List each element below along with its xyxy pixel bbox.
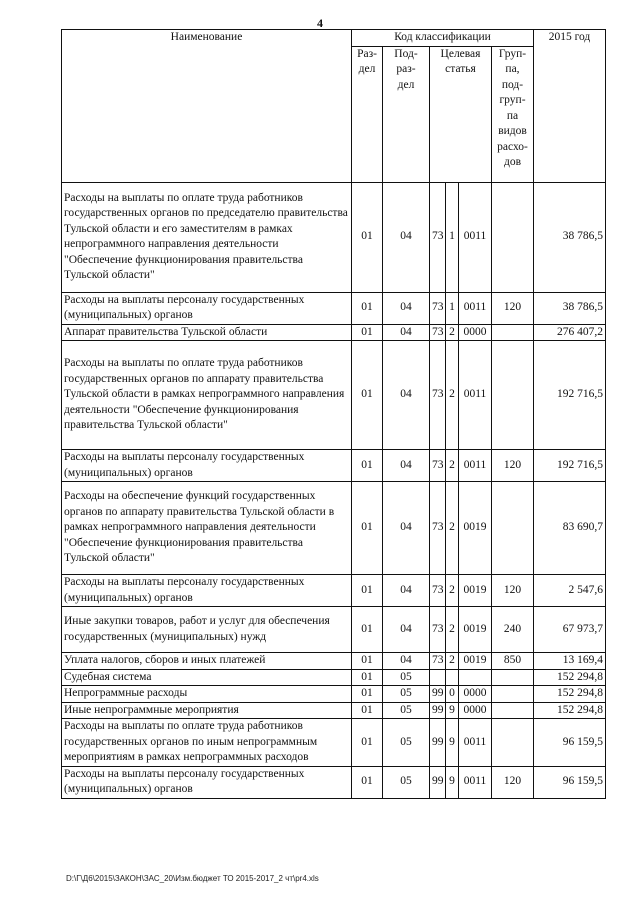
table-row — [62, 324, 606, 341]
table-row — [62, 669, 606, 686]
row-target-subprogram: 1 — [446, 182, 459, 292]
row-razdel: 01 — [352, 686, 383, 703]
row-target-subprogram: 9 — [446, 766, 459, 798]
row-target-subprogram: 9 — [446, 719, 459, 767]
row-target-subprogram: 0 — [446, 686, 459, 703]
row-podrazdel: 04 — [383, 324, 430, 341]
row-expense-type — [492, 324, 534, 341]
row-target-subprogram: 2 — [446, 450, 459, 482]
header-razdel: Раз- дел — [352, 46, 383, 182]
table-row — [62, 182, 606, 292]
row-expense-type — [492, 686, 534, 703]
header-name: Наименование — [62, 30, 352, 183]
row-razdel: 01 — [352, 341, 383, 450]
table-row — [62, 450, 606, 482]
row-target-direction: 0019 — [459, 575, 492, 607]
row-podrazdel: 04 — [383, 450, 430, 482]
row-target-direction — [459, 669, 492, 686]
row-expense-type — [492, 482, 534, 575]
row-podrazdel: 04 — [383, 182, 430, 292]
row-target-direction: 0011 — [459, 292, 492, 324]
row-podrazdel: 04 — [383, 653, 430, 670]
row-podrazdel: 04 — [383, 607, 430, 653]
table-row — [62, 653, 606, 670]
row-amount: 276 407,2 — [534, 324, 606, 341]
row-razdel: 01 — [352, 669, 383, 686]
row-amount: 2 547,6 — [534, 575, 606, 607]
row-name: Судебная система — [62, 669, 352, 686]
row-razdel: 01 — [352, 702, 383, 719]
row-name: Расходы на выплаты по оплате труда работников государственных органов по аппарату правительства Тульской области в рамках непрограммного направления деятельности "Обеспечение функционирования правительства Тульской области" — [62, 341, 352, 450]
budget-table — [61, 29, 606, 799]
row-razdel: 01 — [352, 719, 383, 767]
row-razdel: 01 — [352, 450, 383, 482]
row-target-direction: 0011 — [459, 766, 492, 798]
row-target-program: 73 — [430, 482, 446, 575]
row-name: Расходы на выплаты персоналу государственных (муниципальных) органов — [62, 292, 352, 324]
row-target-program: 73 — [430, 324, 446, 341]
row-amount: 67 973,7 — [534, 607, 606, 653]
row-expense-type: 120 — [492, 292, 534, 324]
row-razdel: 01 — [352, 575, 383, 607]
row-target-subprogram: 2 — [446, 482, 459, 575]
row-expense-type: 120 — [492, 766, 534, 798]
header-year: 2015 год — [534, 30, 606, 183]
row-podrazdel: 05 — [383, 702, 430, 719]
table-row — [62, 341, 606, 450]
row-target-program: 99 — [430, 766, 446, 798]
row-target-subprogram: 2 — [446, 575, 459, 607]
row-target-direction: 0011 — [459, 182, 492, 292]
row-name: Непрограммные расходы — [62, 686, 352, 703]
row-target-program: 99 — [430, 719, 446, 767]
row-target-program: 73 — [430, 607, 446, 653]
row-razdel: 01 — [352, 653, 383, 670]
row-expense-type: 120 — [492, 575, 534, 607]
row-amount: 152 294,8 — [534, 686, 606, 703]
table-body — [62, 182, 606, 798]
row-razdel: 01 — [352, 607, 383, 653]
row-expense-type — [492, 669, 534, 686]
row-podrazdel: 04 — [383, 292, 430, 324]
row-target-direction: 0000 — [459, 686, 492, 703]
row-expense-type: 120 — [492, 450, 534, 482]
row-expense-type: 240 — [492, 607, 534, 653]
row-podrazdel: 04 — [383, 575, 430, 607]
row-target-direction: 0019 — [459, 653, 492, 670]
row-name: Расходы на выплаты персоналу государственных (муниципальных) органов — [62, 766, 352, 798]
row-expense-type — [492, 341, 534, 450]
row-target-program: 73 — [430, 341, 446, 450]
row-target-program: 73 — [430, 182, 446, 292]
row-name: Иные закупки товаров, работ и услуг для обеспечения государственных (муниципальных) нужд — [62, 607, 352, 653]
row-razdel: 01 — [352, 324, 383, 341]
row-expense-type — [492, 182, 534, 292]
row-razdel: 01 — [352, 766, 383, 798]
row-target-direction: 0000 — [459, 702, 492, 719]
row-target-subprogram: 2 — [446, 324, 459, 341]
row-target-subprogram: 2 — [446, 607, 459, 653]
header-expense-type: Груп- па, под- груп- па видов расхо- дов — [492, 46, 534, 182]
row-target-direction: 0011 — [459, 719, 492, 767]
row-target-direction: 0000 — [459, 324, 492, 341]
row-expense-type — [492, 719, 534, 767]
table-row — [62, 686, 606, 703]
row-podrazdel: 04 — [383, 482, 430, 575]
row-amount: 192 716,5 — [534, 450, 606, 482]
row-target-program: 73 — [430, 653, 446, 670]
row-podrazdel: 05 — [383, 686, 430, 703]
table-row — [62, 575, 606, 607]
row-amount: 96 159,5 — [534, 719, 606, 767]
row-amount: 192 716,5 — [534, 341, 606, 450]
row-expense-type: 850 — [492, 653, 534, 670]
row-amount: 152 294,8 — [534, 669, 606, 686]
table-row — [62, 702, 606, 719]
row-podrazdel: 04 — [383, 341, 430, 450]
row-amount: 152 294,8 — [534, 702, 606, 719]
row-target-direction: 0019 — [459, 607, 492, 653]
row-name: Иные непрограммные мероприятия — [62, 702, 352, 719]
row-amount: 38 786,5 — [534, 292, 606, 324]
table-row — [62, 607, 606, 653]
table-row — [62, 766, 606, 798]
row-expense-type — [492, 702, 534, 719]
row-target-program: 73 — [430, 450, 446, 482]
row-target-direction: 0011 — [459, 450, 492, 482]
row-target-program: 99 — [430, 686, 446, 703]
row-razdel: 01 — [352, 182, 383, 292]
row-name: Расходы на выплаты персоналу государственных (муниципальных) органов — [62, 450, 352, 482]
row-podrazdel: 05 — [383, 766, 430, 798]
row-name: Расходы на выплаты персоналу государственных (муниципальных) органов — [62, 575, 352, 607]
file-path-footer: D:\Г\Д6\2015\ЗАКОН\ЗАС_20\Изм.бюджет ТО 2015-2017_2 чт\pr4.xls — [66, 874, 319, 883]
row-name: Уплата налогов, сборов и иных платежей — [62, 653, 352, 670]
row-target-program: 73 — [430, 575, 446, 607]
row-podrazdel: 05 — [383, 719, 430, 767]
row-name: Расходы на обеспечение функций государственных органов по аппарату правительства Тульской области в рамках непрограммного направления деятельности "Обеспечение функционирования правительства Тульской области" — [62, 482, 352, 575]
table-row — [62, 482, 606, 575]
page-number: 4 — [317, 16, 323, 30]
row-name: Расходы на выплаты по оплате труда работников государственных органов по иным непрограммным мероприятиям в рамках непрограммных расходов — [62, 719, 352, 767]
row-target-subprogram: 1 — [446, 292, 459, 324]
row-target-program: 73 — [430, 292, 446, 324]
row-amount: 38 786,5 — [534, 182, 606, 292]
table-row — [62, 719, 606, 767]
row-target-subprogram — [446, 669, 459, 686]
row-target-subprogram: 2 — [446, 341, 459, 450]
row-amount: 96 159,5 — [534, 766, 606, 798]
row-name: Расходы на выплаты по оплате труда работников государственных органов по председателю правительства Тульской области и его заместителям в рамках непрограммного направления деятельности "Обеспечение функционирования правительства Тульской области" — [62, 182, 352, 292]
header-target-article: Целевая статья — [430, 46, 492, 182]
row-target-subprogram: 9 — [446, 702, 459, 719]
row-target-direction: 0019 — [459, 482, 492, 575]
row-target-subprogram: 2 — [446, 653, 459, 670]
row-target-program: 99 — [430, 702, 446, 719]
row-podrazdel: 05 — [383, 669, 430, 686]
header-classification: Код классификации — [352, 30, 534, 47]
row-amount: 83 690,7 — [534, 482, 606, 575]
table-row — [62, 292, 606, 324]
row-razdel: 01 — [352, 482, 383, 575]
row-razdel: 01 — [352, 292, 383, 324]
row-target-program — [430, 669, 446, 686]
row-name: Аппарат правительства Тульской области — [62, 324, 352, 341]
row-amount: 13 169,4 — [534, 653, 606, 670]
header-podrazdel: Под- раз- дел — [383, 46, 430, 182]
row-target-direction: 0011 — [459, 341, 492, 450]
